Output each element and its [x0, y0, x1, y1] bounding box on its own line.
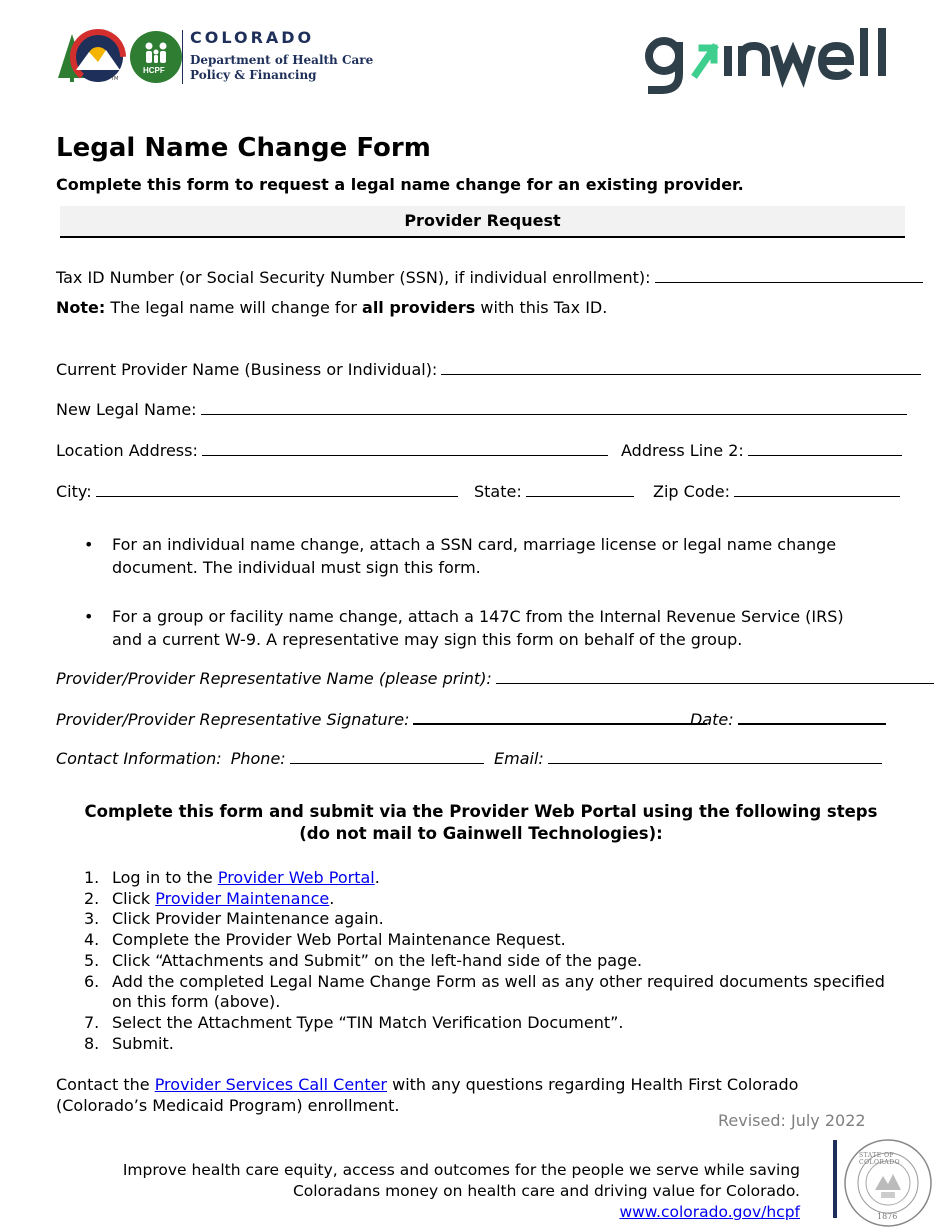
mission-statement [100, 1160, 800, 1223]
rep-sig-field[interactable] [413, 708, 707, 725]
address2-row [621, 440, 902, 461]
location-label: Location Address: [56, 441, 198, 460]
date-field[interactable] [738, 708, 886, 725]
phone-field[interactable] [290, 748, 484, 764]
step-number: 5. [84, 950, 100, 970]
rep-sig-label: Provider/Provider Representative Signature: [56, 710, 410, 729]
hcpf-badge: HCPF [143, 66, 165, 75]
city-row [56, 481, 458, 502]
instructions-heading-line1: Complete this form and submit via the Provider Web Portal using the following steps [84, 802, 878, 821]
state-field[interactable] [526, 481, 634, 497]
step-text: Click [112, 888, 156, 908]
contact-paragraph [56, 1074, 856, 1116]
tax-id-row [56, 267, 923, 288]
state-row [474, 481, 634, 502]
state-name: COLORADO [190, 28, 315, 47]
dept-line-2: Policy & Financing [190, 68, 317, 82]
rep-name-label: Provider/Provider Representative Name (please print): [56, 669, 492, 688]
step-number: 7. [84, 1012, 100, 1032]
logo-divider [182, 30, 183, 84]
rep-sig-row [56, 708, 707, 730]
address2-field[interactable] [748, 440, 902, 456]
trademark-mark: TM [111, 76, 119, 82]
colorado-hcpf-logo [56, 28, 376, 84]
seal-year: 1876 [877, 1212, 898, 1221]
location-row [56, 440, 608, 461]
contact-label: Contact Information: [56, 749, 222, 768]
step-text: Submit. [112, 1033, 174, 1053]
new-name-field[interactable] [201, 399, 907, 415]
provider-services-link[interactable]: Provider Services Call Center [154, 1075, 388, 1094]
state-label: State: [474, 482, 522, 501]
email-label: Email: [494, 749, 544, 768]
phone-label: Phone: [230, 749, 286, 768]
section-header-title: Provider Request [404, 211, 561, 230]
state-seal-icon [843, 1138, 933, 1228]
note-text: The legal name will change for [105, 298, 363, 317]
step-text: Click “Attachments and Submit” on the left-hand side of the page. [112, 950, 643, 970]
step-item [56, 951, 906, 972]
step-text-end: . [329, 888, 335, 908]
step-number: 6. [84, 971, 100, 991]
step-number: 3. [84, 909, 100, 929]
bullet-text: For an individual name change, attach a SSN card, marriage license or legal name change document. The individual must sign this form. [112, 535, 837, 577]
step-item [56, 1034, 906, 1055]
step-item [56, 1013, 906, 1034]
gainwell-wordmark-icon [640, 18, 912, 98]
step-item [56, 909, 906, 930]
note-prefix: Note: [56, 298, 106, 317]
bullet-dot-icon: • [84, 607, 94, 626]
step-text: Log in to the [112, 868, 218, 887]
new-name-row [56, 399, 907, 420]
step-number: 2. [84, 888, 100, 908]
contact-text: Contact the [56, 1075, 155, 1094]
step-text: Complete the Provider Web Portal Maintenance Request. [112, 930, 566, 950]
bullet-dot-icon: • [84, 535, 94, 554]
tax-id-label: Tax ID Number (or Social Security Number (SSN), if individual enrollment): [56, 268, 651, 287]
seal-text: STATE OF COLORADO [859, 1152, 900, 1166]
step-text: Add the completed Legal Name Change Form as well as any other required documents specified on this form (above). [112, 971, 885, 1012]
step-text-end: . [374, 868, 380, 887]
email-field[interactable] [548, 748, 882, 764]
date-label: Date: [690, 710, 734, 729]
colorado-mountain-icon [56, 28, 184, 84]
revised-date: Revised: July 2022 [718, 1111, 866, 1130]
tax-id-field[interactable] [655, 267, 923, 283]
rep-name-row [56, 668, 934, 689]
zip-field[interactable] [734, 481, 900, 497]
note-bold: all providers [362, 298, 476, 317]
mission-line-2: Coloradans money on health care and driving value for Colorado. [292, 1182, 800, 1200]
step-text: Click Provider Maintenance again. [112, 909, 384, 929]
contact-row [56, 748, 484, 769]
mission-line-1: Improve health care equity, access and outcomes for the people we serve while saving [122, 1161, 800, 1179]
address2-label: Address Line 2: [621, 441, 744, 460]
bullet-text: For a group or facility name change, attach a 147C from the Internal Revenue Service (IRS) and a current W-9. A representative may sign this form on behalf of the group. [112, 607, 844, 649]
form-subtitle: Complete this form to request a legal name change for an existing provider. [56, 175, 744, 194]
new-name-label: New Legal Name: [56, 400, 197, 419]
gainwell-logo [640, 18, 912, 98]
city-label: City: [56, 482, 92, 501]
step-link[interactable]: Provider Maintenance [155, 888, 330, 908]
date-row [690, 708, 886, 730]
rep-name-field[interactable] [496, 668, 934, 684]
location-field[interactable] [202, 440, 608, 456]
form-title: Legal Name Change Form [56, 133, 431, 163]
contact-text-end: with any questions regarding Health First Colorado (Colorado’s Medicaid Program) enrollment. [56, 1075, 799, 1115]
step-text: Select the Attachment Type “TIN Match Verification Document”. [112, 1012, 624, 1032]
footer-divider [833, 1140, 837, 1218]
note-row [56, 298, 607, 318]
city-field[interactable] [96, 481, 458, 497]
current-name-row [56, 359, 921, 380]
instructions-heading-line2: (do not mail to Gainwell Technologies): [299, 824, 663, 843]
section-header [60, 206, 905, 238]
zip-label: Zip Code: [653, 482, 730, 501]
step-link[interactable]: Provider Web Portal [217, 868, 375, 887]
note-text-end: with this Tax ID. [475, 298, 608, 317]
current-name-label: Current Provider Name (Business or Individual): [56, 360, 438, 379]
bullet-item [84, 605, 854, 651]
dept-line-1: Department of Health Care [190, 53, 374, 67]
step-item [56, 930, 906, 951]
email-row [494, 748, 882, 769]
step-item [56, 972, 906, 1013]
hcpf-website-link[interactable]: www.colorado.gov/hcpf [619, 1203, 800, 1221]
step-item [56, 868, 906, 889]
step-number: 4. [84, 930, 100, 950]
bullet-item [84, 533, 854, 579]
zip-row [653, 481, 900, 502]
current-name-field[interactable] [441, 359, 921, 375]
steps-list [56, 868, 906, 1054]
step-item [56, 889, 906, 910]
step-number: 1. [84, 868, 100, 887]
step-number: 8. [84, 1033, 100, 1053]
instructions-heading [56, 801, 906, 845]
